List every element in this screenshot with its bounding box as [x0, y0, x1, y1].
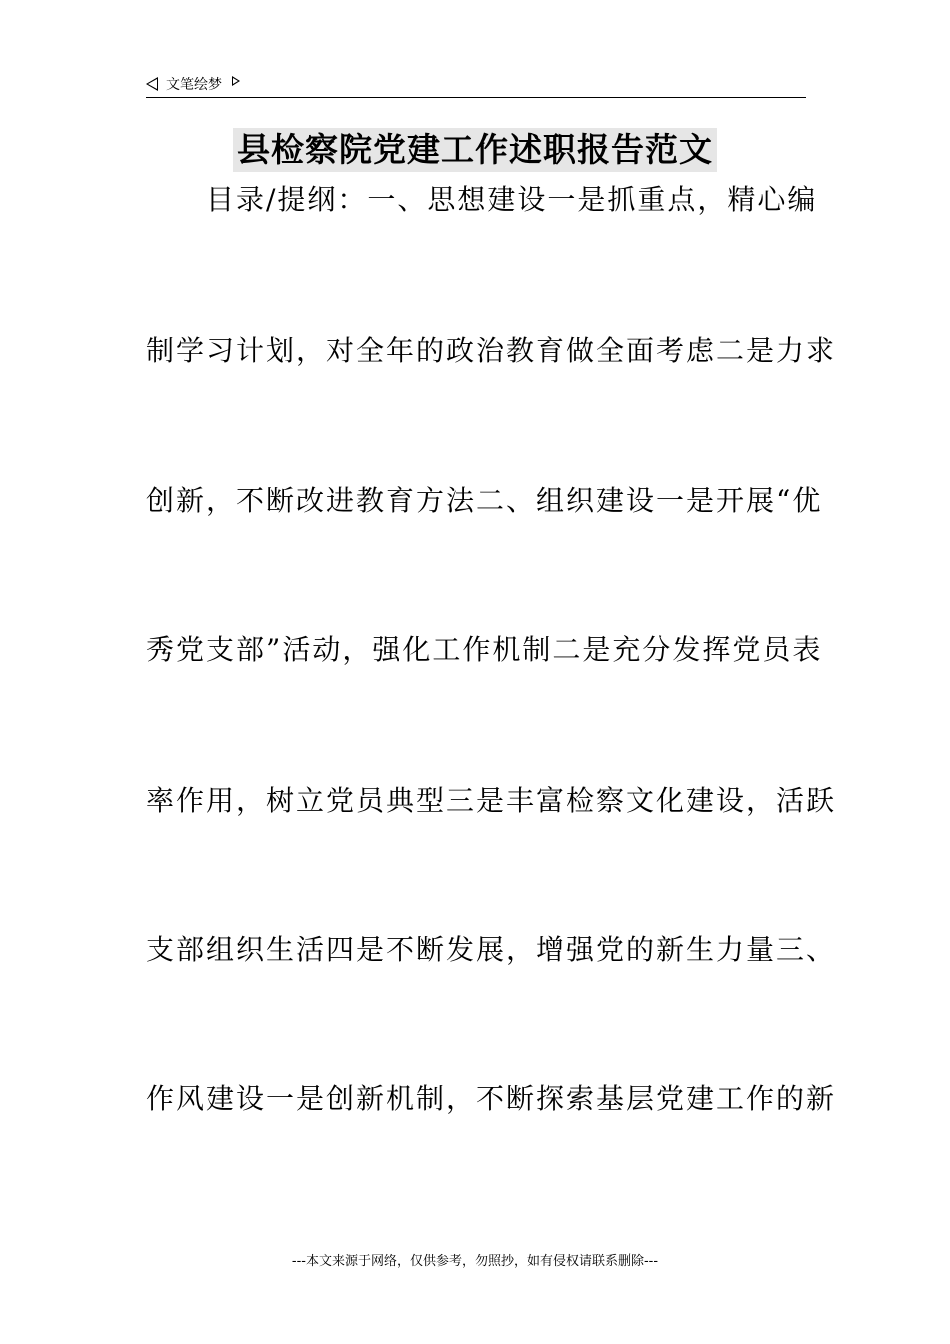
body-line-3: 创新，不断改进教育方法二、组织建设一是开展“优 — [146, 484, 823, 517]
document-title: 县检察院党建工作述职报告范文 — [233, 128, 717, 172]
header-brand: 文笔绘梦 — [166, 77, 222, 93]
body-line-6: 支部组织生活四是不断发展，增强党的新生力量三、 — [146, 933, 837, 966]
body-line-7: 作风建设一是创新机制，不断探索基层党建工作的新 — [146, 1082, 837, 1115]
right-triangle-icon — [232, 76, 240, 86]
body-line-2: 制学习计划，对全年的政治教育做全面考虑二是力求 — [146, 334, 837, 367]
footer-notice: ---本文来源于网络，仅供参考，勿照抄，如有侵权请联系删除--- — [291, 1254, 659, 1269]
body-line-4: 秀党支部”活动，强化工作机制二是充分发挥党员表 — [146, 633, 823, 666]
body-line-5: 率作用，树立党员典型三是丰富检察文化建设，活跃 — [146, 784, 837, 817]
page-header — [146, 72, 240, 96]
body-line-1: 目录/提纲：一、思想建设一是抓重点，精心编 — [206, 183, 818, 216]
header-divider — [146, 97, 806, 98]
left-triangle-icon — [146, 77, 158, 91]
document-title-wrap — [0, 128, 950, 172]
